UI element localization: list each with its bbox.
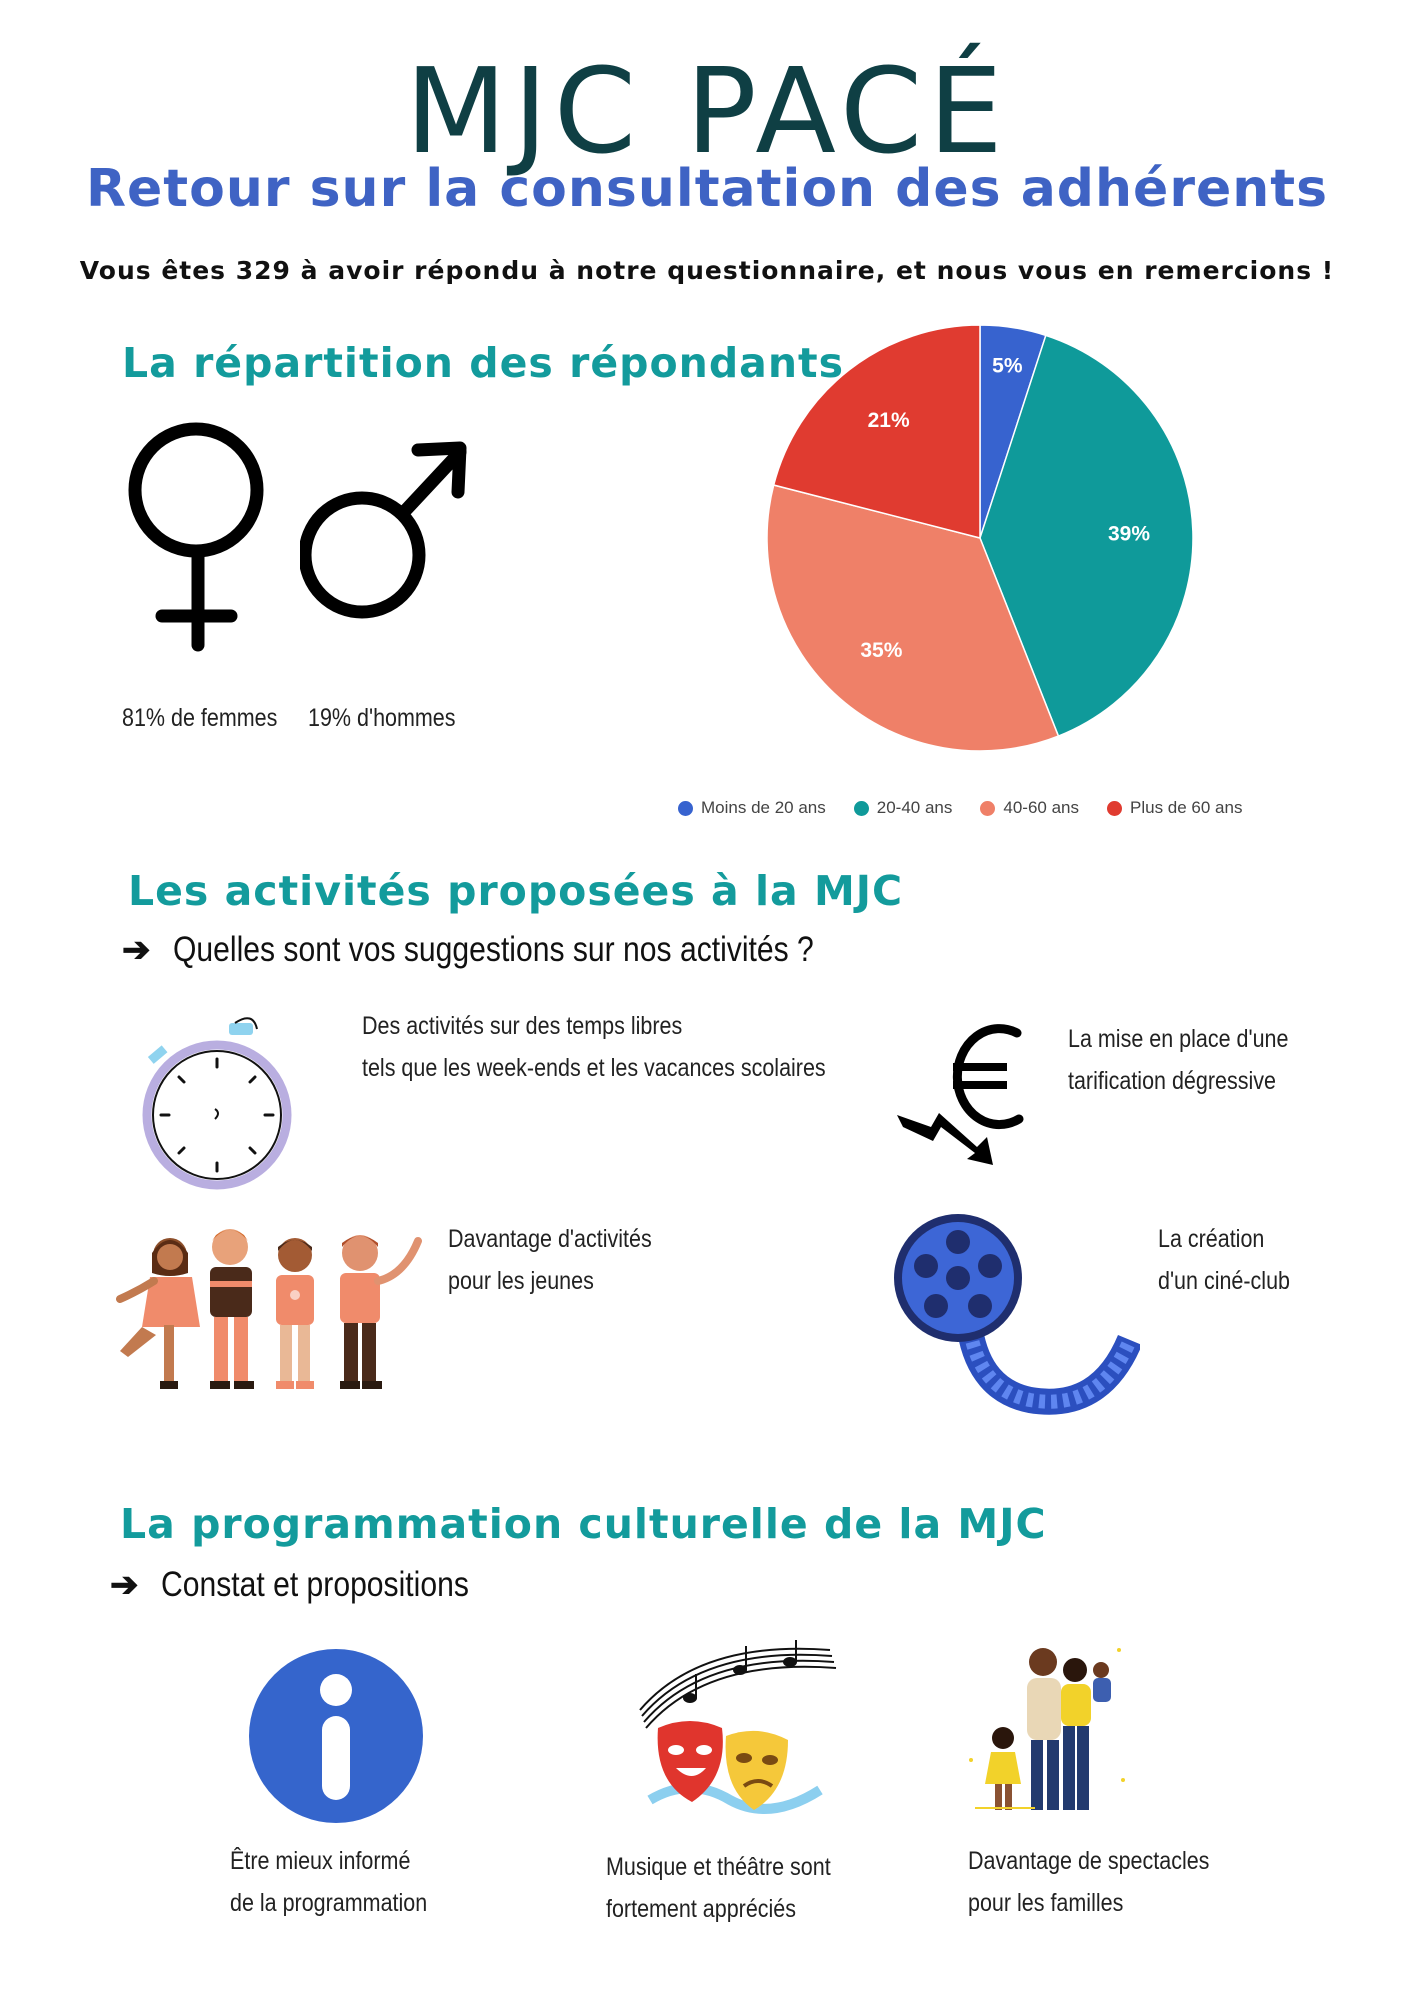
caption-line: pour les familles bbox=[968, 1889, 1124, 1917]
family-icon bbox=[955, 1640, 1135, 1820]
culture-heading: La programmation culturelle de la MJC bbox=[120, 1500, 1047, 1548]
caption-line: Musique et théâtre sont bbox=[606, 1853, 831, 1881]
legend-item bbox=[1107, 798, 1242, 818]
activities-heading: Les activités proposées à la MJC bbox=[128, 867, 904, 915]
caption-line: fortement appréciés bbox=[606, 1895, 797, 1923]
arrow-right-icon: ➔ bbox=[122, 931, 151, 969]
pie-legend bbox=[678, 798, 1242, 818]
male-symbol-icon bbox=[300, 430, 480, 650]
page-subtitle: Retour sur la consultation des adhérents bbox=[85, 159, 1329, 219]
women-percentage: 81% de femmes bbox=[122, 704, 278, 732]
caption-line: Être mieux informé bbox=[230, 1847, 411, 1875]
caption-line: La création bbox=[1158, 1225, 1265, 1253]
caption-line: La mise en place d'une bbox=[1068, 1025, 1289, 1053]
legend-item bbox=[854, 798, 953, 818]
caption-line: Des activités sur des temps libres bbox=[362, 1012, 683, 1040]
legend-swatch bbox=[678, 801, 693, 816]
culture-caption-music-theatre bbox=[606, 1846, 831, 1930]
pie-slice-label: 35% bbox=[860, 638, 903, 662]
legend-swatch bbox=[980, 801, 995, 816]
info-icon bbox=[248, 1648, 424, 1824]
activity-caption-pricing bbox=[1068, 1018, 1288, 1102]
caption-line: pour les jeunes bbox=[448, 1267, 594, 1295]
page-title: MJC PACÉ bbox=[405, 42, 1009, 180]
arrow-right-icon: ➔ bbox=[110, 1566, 139, 1604]
legend-label: Plus de 60 ans bbox=[1130, 798, 1243, 817]
pie-slice-label: 21% bbox=[867, 409, 910, 433]
legend-label: 40-60 ans bbox=[1003, 798, 1079, 817]
culture-caption-information bbox=[230, 1840, 427, 1924]
respondents-heading: La répartition des répondants bbox=[122, 339, 845, 387]
culture-question bbox=[110, 1565, 518, 1605]
legend-item bbox=[678, 798, 826, 818]
legend-swatch bbox=[1107, 801, 1122, 816]
female-symbol-icon bbox=[120, 420, 290, 660]
caption-line: de la programmation bbox=[230, 1889, 428, 1917]
activity-caption-free-time bbox=[362, 1005, 826, 1089]
pie-slice-label: 39% bbox=[1108, 522, 1151, 546]
activities-question-text: Quelles sont vos suggestions sur nos activités ? bbox=[172, 930, 814, 969]
euro-down-icon bbox=[895, 1015, 1030, 1175]
caption-line: tels que les week-ends et les vacances scolaires bbox=[362, 1054, 826, 1082]
caption-line: Davantage d'activités bbox=[448, 1225, 652, 1253]
activity-caption-youth bbox=[448, 1218, 652, 1302]
legend-item bbox=[980, 798, 1079, 818]
stopwatch-icon bbox=[135, 1005, 300, 1195]
legend-label: Moins de 20 ans bbox=[701, 798, 826, 817]
culture-question-text: Constat et propositions bbox=[160, 1565, 469, 1604]
film-reel-icon bbox=[890, 1210, 1140, 1430]
caption-line: tarification dégressive bbox=[1068, 1067, 1276, 1095]
activities-question bbox=[122, 930, 918, 970]
caption-line: d'un ciné-club bbox=[1158, 1267, 1290, 1295]
legend-label: 20-40 ans bbox=[876, 798, 953, 817]
caption-line: Davantage de spectacles bbox=[968, 1847, 1210, 1875]
theatre-masks-icon bbox=[630, 1640, 840, 1820]
intro-text: Vous êtes 329 à avoir répondu à notre questionnaire, et nous vous en remercions ! bbox=[79, 256, 1335, 285]
pie-slice-label: 5% bbox=[992, 354, 1023, 378]
kids-group-icon bbox=[110, 1225, 430, 1405]
culture-caption-family-shows bbox=[968, 1840, 1209, 1924]
legend-swatch bbox=[854, 801, 869, 816]
men-percentage: 19% d'hommes bbox=[308, 704, 456, 732]
activity-caption-film-club bbox=[1158, 1218, 1290, 1302]
age-pie-chart bbox=[760, 318, 1200, 758]
